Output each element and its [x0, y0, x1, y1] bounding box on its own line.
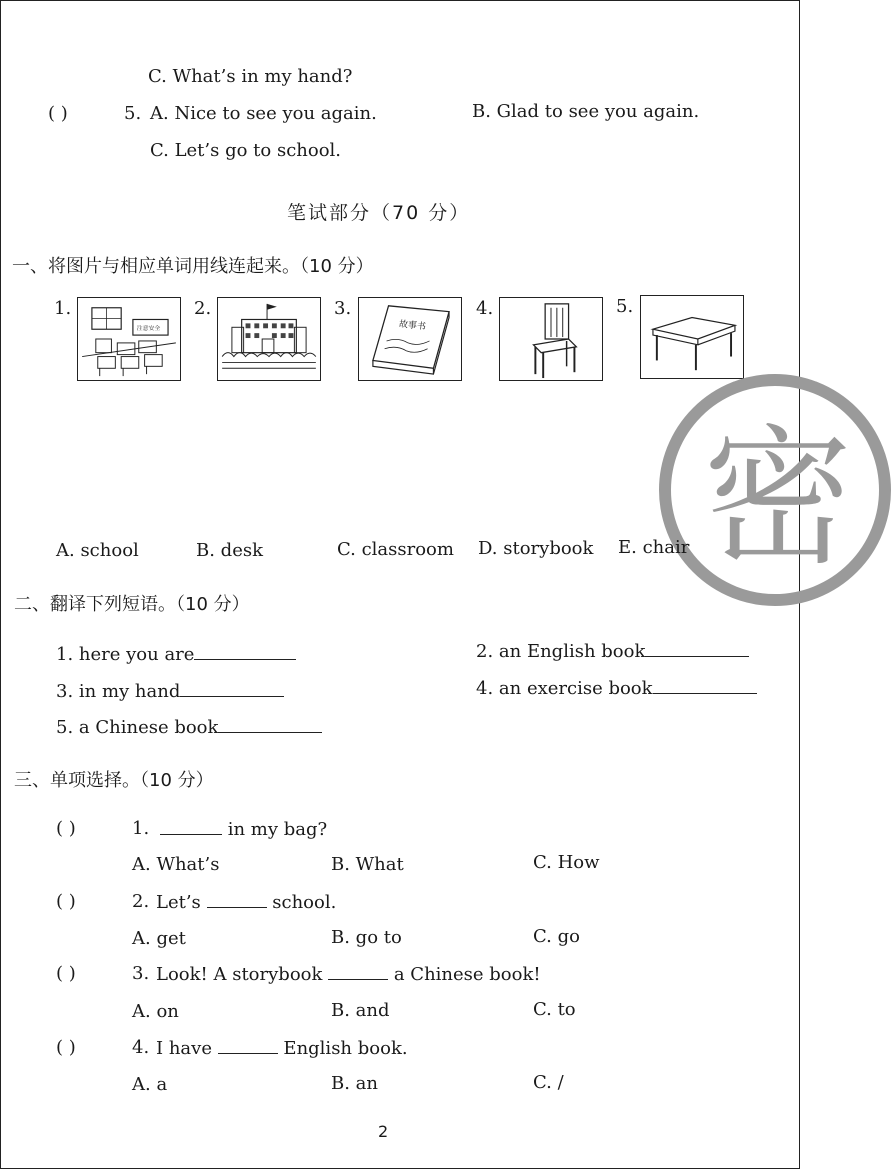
mc-q3-option-c: C. to	[533, 999, 576, 1020]
q5-answer-paren[interactable]: ( )	[48, 103, 68, 124]
written-part-title: 笔试部分（70 分）	[287, 202, 471, 224]
mc-q2-number: 2.	[132, 891, 150, 912]
phrase-4: 4. an exercise book	[476, 677, 757, 700]
mc-q1-stem: in my bag?	[160, 818, 327, 841]
mc-q4-stem: I have English book.	[156, 1038, 408, 1059]
mc-q3-option-a: A. on	[132, 1001, 179, 1022]
phrase-3: 3. in my hand	[56, 680, 284, 703]
mc-q1-option-c: C. How	[533, 852, 600, 873]
mc-q1-number: 1.	[132, 818, 150, 839]
mc-q2-option-c: C. go	[533, 926, 580, 947]
mc-q3-paren[interactable]: ( )	[56, 963, 76, 984]
q5-option-a: A. Nice to see you again.	[150, 103, 377, 124]
svg-text:注意安全: 注意安全	[136, 326, 161, 333]
mc-q3-stem: Look! A storybook a Chinese book!	[156, 964, 541, 985]
mc-q2-stem: Let’s school.	[156, 892, 337, 913]
section2-title: 二、翻译下列短语。（10 分）	[14, 594, 250, 615]
confidential-seal-icon	[655, 370, 895, 610]
picture-school[interactable]	[217, 297, 321, 381]
q4-option-c: C. What’s in my hand?	[148, 66, 353, 87]
word-option-d: D. storybook	[478, 538, 594, 559]
phrase-1-blank[interactable]	[194, 643, 296, 660]
phrase-1: 1. here you are	[56, 643, 296, 666]
picture-number-4: 4.	[476, 298, 494, 319]
picture-number-2: 2.	[194, 298, 212, 319]
q5-option-c: C. Let’s go to school.	[150, 140, 342, 161]
mc-q4-paren[interactable]: ( )	[56, 1037, 76, 1058]
storybook-cover-text: 故事书	[398, 319, 427, 333]
mc-q4-blank	[218, 1037, 278, 1054]
phrase-5: 5. a Chinese book	[56, 716, 322, 739]
phrase-5-blank[interactable]	[218, 716, 322, 733]
word-option-e: E. chair	[618, 537, 690, 558]
mc-q3-option-b: B. and	[331, 1000, 390, 1021]
mc-q1-option-b: B. What	[331, 854, 404, 875]
picture-chair[interactable]	[499, 297, 603, 381]
word-option-c: C. classroom	[337, 539, 454, 560]
mc-q2-paren[interactable]: ( )	[56, 891, 76, 912]
mc-q1-blank	[160, 818, 222, 835]
phrase-2: 2. an English book	[476, 640, 749, 663]
chair-icon	[500, 298, 602, 380]
section1-title: 一、将图片与相应单词用线连起来。（10 分）	[12, 256, 374, 277]
phrase-3-blank[interactable]	[180, 680, 284, 697]
phrase-2-blank[interactable]	[645, 640, 749, 657]
picture-classroom[interactable]	[77, 297, 181, 381]
picture-number-5: 5.	[616, 296, 634, 317]
mc-q3-blank	[328, 963, 388, 980]
storybook-icon	[359, 298, 461, 380]
picture-number-3: 3.	[334, 298, 352, 319]
word-option-b: B. desk	[196, 540, 263, 561]
picture-desk[interactable]	[640, 295, 744, 379]
classroom-icon	[78, 298, 180, 380]
mc-q4-number: 4.	[132, 1037, 150, 1058]
desk-icon	[641, 296, 743, 378]
q5-number: 5.	[124, 103, 142, 124]
picture-number-1: 1.	[54, 298, 72, 319]
picture-storybook[interactable]	[358, 297, 462, 381]
mc-q4-option-b: B. an	[331, 1073, 378, 1094]
mc-q1-option-a: A. What’s	[132, 854, 220, 875]
seal-character: 密	[703, 412, 854, 586]
school-building-icon	[218, 298, 320, 380]
mc-q2-option-b: B. go to	[331, 927, 402, 948]
phrase-4-blank[interactable]	[653, 677, 757, 694]
mc-q1-paren[interactable]: ( )	[56, 818, 76, 839]
mc-q3-number: 3.	[132, 963, 150, 984]
mc-q4-option-c: C. /	[533, 1072, 564, 1093]
section3-title: 三、单项选择。（10 分）	[14, 770, 214, 791]
mc-q2-blank	[207, 891, 267, 908]
q5-option-b: B. Glad to see you again.	[472, 101, 700, 122]
mc-q2-option-a: A. get	[132, 928, 186, 949]
word-option-a: A. school	[56, 540, 139, 561]
mc-q4-option-a: A. a	[132, 1074, 168, 1095]
page-number: 2	[378, 1122, 389, 1141]
